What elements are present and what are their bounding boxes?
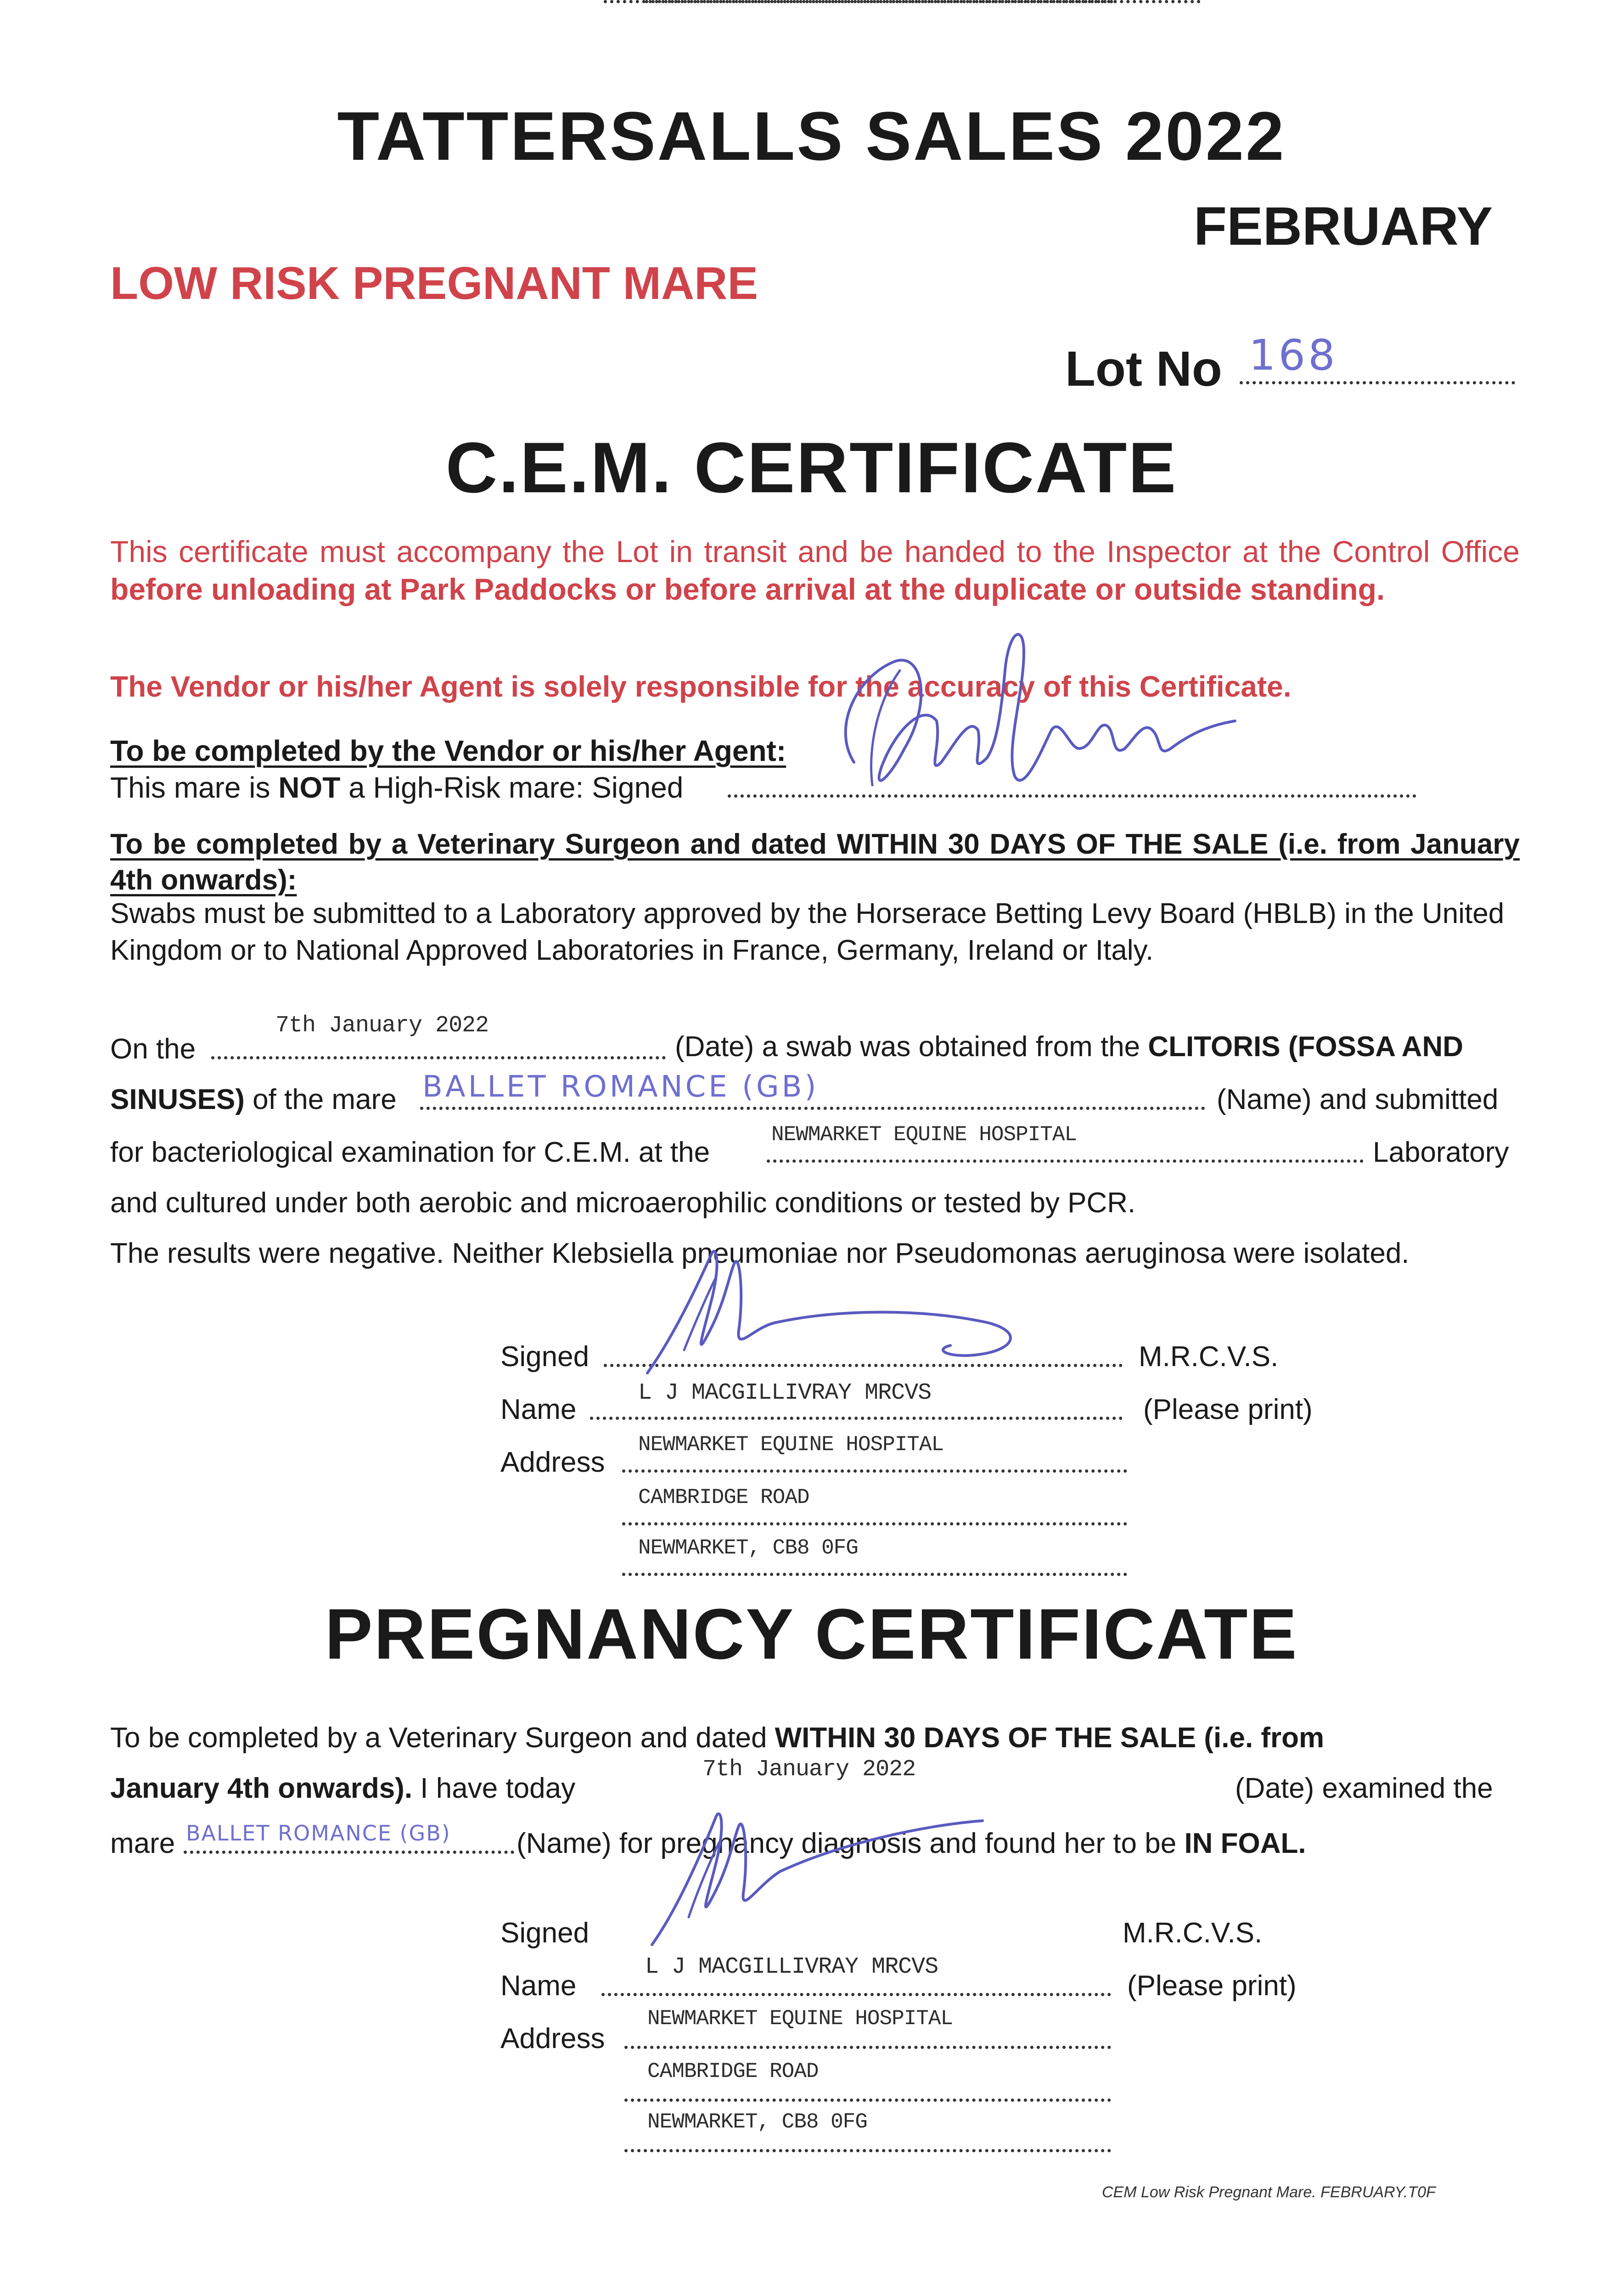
- vendor-heading: To be completed by the Vendor or his/her Agent:: [110, 734, 786, 767]
- results-statement: The results were negative. Neither Klebsiella pneumoniae nor Pseudomonas aeruginosa were isolated.: [110, 1238, 1410, 1269]
- lot-number-label: Lot No: [1065, 341, 1222, 396]
- cem-name-label: Name: [500, 1394, 577, 1425]
- swab-date-suffix: [675, 1029, 1463, 1065]
- cem-vet-name: L J MACGILLIVRAY MRCVS: [638, 1380, 932, 1406]
- swab-date-label: On the: [110, 1033, 196, 1065]
- preg-signature-dots: [604, 0, 1113, 3]
- vet-heading-range: (i.e. from January 4th onwards):: [110, 828, 1520, 896]
- preg-address-line-2: CAMBRIDGE ROAD: [647, 2060, 819, 2083]
- pregnancy-date-suffix: (Date) examined the: [1235, 1773, 1493, 1804]
- culture-statement: and cultured under both aerobic and microaerophilic conditions or tested by PCR.: [110, 1187, 1136, 1219]
- preg-mrcvs: M.R.C.V.S.: [1123, 1917, 1263, 1949]
- cem-heading: C.E.M. CERTIFICATE: [445, 428, 1178, 508]
- vet-heading-text: To be completed by a Veterinary Surgeon and dated: [110, 828, 827, 860]
- vet-heading-bold: WITHIN 30 DAYS OF THE SALE: [837, 828, 1269, 860]
- pregnancy-line-2-bold: January 4th onwards).: [110, 1773, 413, 1804]
- swab-date-value: 7th January 2022: [275, 1013, 489, 1039]
- preg-address-line-3: NEWMARKET, CB8 0FG: [647, 2110, 867, 2134]
- mare-name-line: [110, 1081, 397, 1118]
- vendor-line-suffix: a High-Risk mare: Signed: [348, 771, 684, 804]
- cem-notice-bold: before unloading at Park Paddocks or before arrival at the duplicate or outside standing.: [110, 572, 1385, 606]
- cem-address-dots-1: [622, 1469, 1127, 1473]
- vendor-declaration: [110, 769, 683, 806]
- preg-please-print: (Please print): [1127, 1970, 1297, 2002]
- cem-address-line-2: CAMBRIDGE ROAD: [638, 1486, 809, 1509]
- swab-date-dots: [211, 1056, 666, 1059]
- form-reference: CEM Low Risk Pregnant Mare. FEBRUARY.T0F: [1102, 2183, 1436, 2201]
- swab-requirements: Swabs must be submitted to a Laboratory approved by the Horserace Betting Levy Board (HBLB) in the United Kingdom or to National Approved Laboratories in France, Germany, Ireland or Italy.: [110, 898, 1505, 966]
- preg-address-dots-2: [624, 2099, 1111, 2102]
- certificate-category: LOW RISK PREGNANT MARE: [110, 258, 758, 309]
- swab-site-sinuses: SINUSES): [110, 1084, 245, 1115]
- cem-address-line-3: NEWMARKET, CB8 0FG: [638, 1536, 858, 1560]
- pregnancy-line-1-bold: WITHIN 30 DAYS OF THE SALE (i.e. from: [775, 1722, 1325, 1754]
- cem-please-print: (Please print): [1143, 1394, 1313, 1425]
- cem-address-dots-3: [622, 1573, 1127, 1576]
- swab-site: CLITORIS (FOSSA AND: [1148, 1031, 1464, 1063]
- mare-label: of the mare: [253, 1084, 397, 1115]
- pregnancy-vet-signature: [601, 1784, 1198, 1958]
- swab-date-suffix-text: (Date) a swab was obtained from the: [675, 1031, 1140, 1063]
- preg-address-dots-3: [624, 2149, 1111, 2152]
- pregnancy-date-value: 7th January 2022: [702, 1756, 916, 1783]
- lab-name-dots: [767, 1159, 1364, 1163]
- pregnancy-line-1-text: To be completed by a Veterinary Surgeon and dated: [110, 1722, 767, 1754]
- cem-address-dots-2: [622, 1522, 1127, 1525]
- responsibility-statement: The Vendor or his/her Agent is solely responsible for the accuracy of this Certificate.: [110, 670, 1292, 703]
- vendor-line-not: NOT: [278, 771, 341, 804]
- pregnancy-heading: PREGNANCY CERTIFICATE: [325, 1594, 1298, 1674]
- cem-notice-text: This certificate must accompany the Lot in transit and be handed to the Inspector at the Control Office: [110, 535, 1520, 568]
- pregnancy-line-1: [110, 1720, 1520, 1756]
- vendor-signature: [803, 611, 1354, 831]
- lab-name: NEWMARKET EQUINE HOSPITAL: [771, 1123, 1077, 1147]
- pregnancy-mare-label: mare: [110, 1828, 175, 1859]
- vendor-line-prefix: This mare is: [110, 771, 270, 804]
- pregnancy-result-text: (Name) for pregnancy diagnosis and found her to be: [517, 1828, 1177, 1859]
- pregnancy-mare-dots: [184, 1851, 514, 1854]
- cem-address-label: Address: [500, 1446, 605, 1478]
- lot-number-value: 168: [1249, 331, 1338, 380]
- cem-mare-name: BALLET ROMANCE (GB): [422, 1070, 819, 1104]
- lab-line-label: for bacteriological examination for C.E.M. at the: [110, 1137, 710, 1168]
- preg-address-dots-1: [624, 2046, 1111, 2049]
- vet-heading: [110, 827, 1520, 898]
- cem-address-line-1: NEWMARKET EQUINE HOSPITAL: [638, 1433, 944, 1457]
- cem-signed-label: Signed: [500, 1341, 590, 1373]
- cem-name-dots: [590, 1417, 1123, 1420]
- pregnancy-result: IN FOAL.: [1184, 1828, 1306, 1859]
- pregnancy-line-2-text: I have today: [420, 1773, 576, 1804]
- sale-month: FEBRUARY: [1194, 196, 1493, 257]
- pregnancy-line-2: [110, 1770, 575, 1807]
- preg-name-dots: [601, 1993, 1111, 1996]
- sale-title: TATTERSALLS SALES 2022: [337, 97, 1286, 174]
- lab-line-suffix: Laboratory: [1373, 1137, 1509, 1168]
- lot-number-dots: [1240, 381, 1515, 384]
- cem-vet-signature: [601, 1235, 1244, 1391]
- mare-name-dots: [420, 1107, 1205, 1110]
- pregnancy-mare-name: BALLET ROMANCE (GB): [186, 1821, 451, 1846]
- preg-address-line-1: NEWMARKET EQUINE HOSPITAL: [647, 2007, 953, 2031]
- mare-name-suffix: (Name) and submitted: [1217, 1084, 1499, 1115]
- cem-notice: [110, 533, 1520, 608]
- preg-signed-label: Signed: [500, 1917, 590, 1949]
- preg-name-label: Name: [500, 1970, 577, 2002]
- cem-mrcvs: M.R.C.V.S.: [1139, 1341, 1279, 1373]
- preg-vet-name: L J MACGILLIVRAY MRCVS: [645, 1954, 938, 1980]
- preg-address-label: Address: [500, 2023, 605, 2054]
